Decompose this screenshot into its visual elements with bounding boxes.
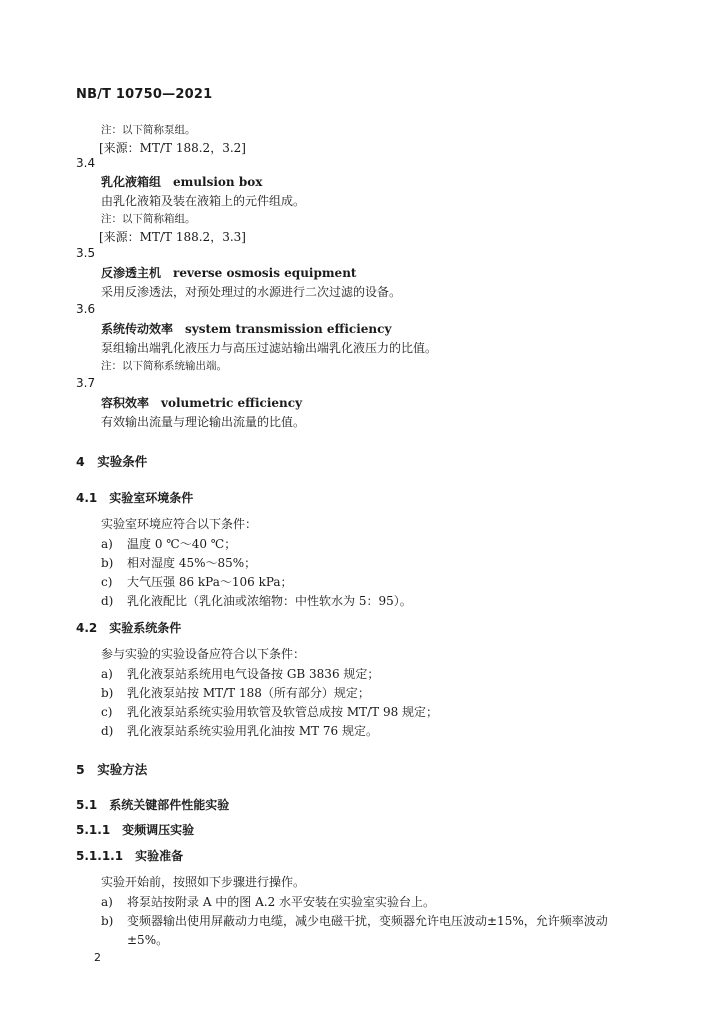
clause-number: 3.7 <box>76 376 96 390</box>
section-heading: 5.1 系统关键部件性能实验 <box>76 798 230 812</box>
clause-number: 3.4 <box>76 156 96 170</box>
list-item: a) 乳化液泵站系统用电气设备按 GB 3836 规定； <box>101 667 380 681</box>
clause-number: 3.6 <box>76 302 96 316</box>
source-ref: [来源：MT/T 188.2，3.3] <box>99 230 246 244</box>
list-item: a) 温度 0 ℃～40 ℃； <box>101 537 237 551</box>
section-heading: 4.1 实验室环境条件 <box>76 491 194 505</box>
list-item: b) 乳化液泵站按 MT/T 188（所有部分）规定； <box>101 686 370 700</box>
list-item: d) 乳化液泵站系统实验用乳化油按 MT 76 规定。 <box>101 724 379 738</box>
term-definition: 有效输出流量与理论输出流量的比值。 <box>101 415 306 429</box>
term-title: 乳化液箱组 emulsion box <box>101 175 263 189</box>
chapter-heading: 5 实验方法 <box>76 762 148 777</box>
list-item: c) 乳化液泵站系统实验用软管及软管总成按 MT/T 98 规定； <box>101 705 439 719</box>
list-item: b) 变频器输出使用屏蔽动力电缆，减少电磁干扰，变频器允许电压波动±15%，允许频率波动 <box>101 914 608 928</box>
page-number: 2 <box>94 951 101 964</box>
term-title: 反渗透主机 reverse osmosis equipment <box>101 266 357 280</box>
term-definition: 泵组输出端乳化液压力与高压过滤站输出端乳化液压力的比值。 <box>101 341 438 355</box>
term-note: 注：以下简称系统输出端。 <box>101 360 227 372</box>
term-note: 注：以下简称箱组。 <box>101 213 196 225</box>
list-item-continuation: ±5%。 <box>127 933 169 947</box>
term-definition: 由乳化液箱及装在液箱上的元件组成。 <box>101 194 306 208</box>
term-title: 容积效率 volumetric efficiency <box>101 396 303 410</box>
section-heading: 4.2 实验系统条件 <box>76 621 182 635</box>
list-item: a) 将泵站按附录 A 中的图 A.2 水平安装在实验室实验台上。 <box>101 895 436 909</box>
term-definition: 采用反渗透法，对预处理过的水源进行二次过滤的设备。 <box>101 285 402 299</box>
chapter-heading: 4 实验条件 <box>76 454 148 469</box>
clause-number: 3.5 <box>76 246 96 260</box>
source-ref: [来源：MT/T 188.2，3.2] <box>99 141 246 155</box>
subsection-heading: 5.1.1 变频调压实验 <box>76 823 195 837</box>
term-title: 系统传动效率 system transmission efficiency <box>101 322 392 336</box>
note-pump-group: 注：以下简称泵组。 <box>101 124 196 136</box>
list-item: c) 大气压强 86 kPa～106 kPa； <box>101 575 293 589</box>
standard-header: NB/T 10750—2021 <box>76 87 213 102</box>
list-item: d) 乳化液配比（乳化油或浓缩物：中性软水为 5：95）。 <box>101 594 412 608</box>
subsubsection-heading: 5.1.1.1 实验准备 <box>76 849 184 863</box>
list-item: b) 相对湿度 45%～85%； <box>101 556 257 570</box>
section-intro: 实验开始前，按照如下步骤进行操作。 <box>101 875 306 889</box>
section-intro: 实验室环境应符合以下条件： <box>101 517 258 531</box>
section-intro: 参与实验的实验设备应符合以下条件： <box>101 647 306 661</box>
